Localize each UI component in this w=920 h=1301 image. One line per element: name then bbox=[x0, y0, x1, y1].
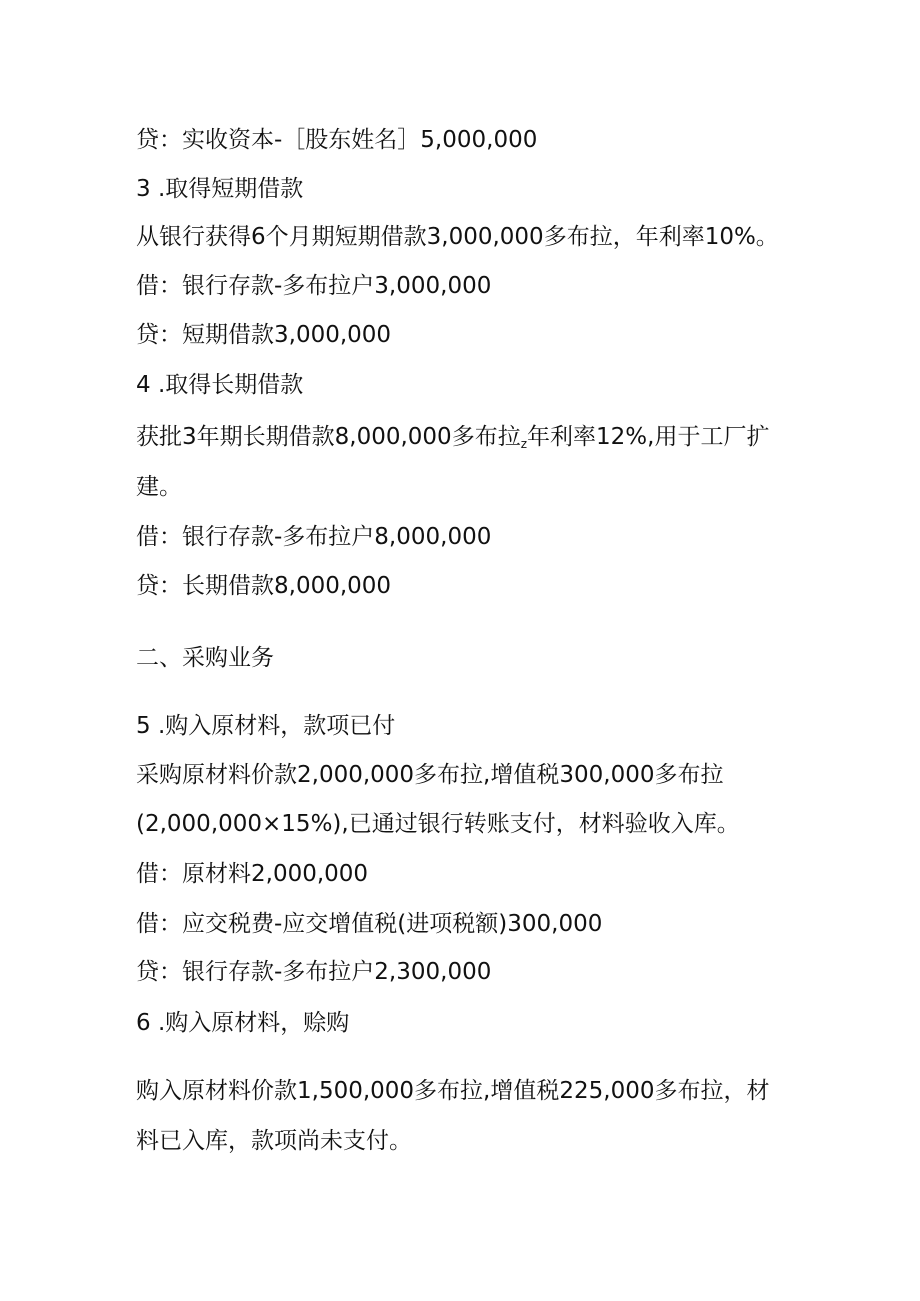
text-long-term-loan bbox=[136, 422, 769, 459]
text-purchase-paid-cont: (2,000,000×15%),已通过银行转账支付，材料验收入库。 bbox=[136, 811, 740, 837]
text-short-term-loan: 从银行获得6个月期短期借款3,000,000多布拉，年利率10%。 bbox=[136, 224, 779, 250]
text-long-term-loan-subscript: z bbox=[520, 437, 528, 451]
section-heading-purchasing: 二、采购业务 bbox=[136, 645, 274, 671]
text-purchase-paid: 采购原材料价款2,000,000多布拉,增值税300,000多布拉 bbox=[136, 762, 724, 788]
heading-purchase-credit: 6 .购入原材料，赊购 bbox=[136, 1010, 350, 1036]
text-long-term-loan-part2: 年利率12%,用于工厂扩 bbox=[527, 424, 770, 450]
heading-short-term-loan: 3 .取得短期借款 bbox=[136, 176, 304, 202]
heading-long-term-loan: 4 .取得长期借款 bbox=[136, 372, 304, 398]
entry-debit-vat: 借：应交税费-应交增值税(进项税额)300,000 bbox=[136, 911, 603, 937]
entry-debit-raw-materials: 借：原材料2,000,000 bbox=[136, 861, 369, 887]
entry-debit-bank-deposit-2: 借：银行存款-多布拉户8,000,000 bbox=[136, 524, 492, 550]
text-purchase-credit-cont: 料已入库，款项尚未支付。 bbox=[136, 1128, 412, 1154]
entry-credit-paid-in-capital: 贷：实收资本-［股东姓名］5,000,000 bbox=[136, 127, 538, 153]
text-long-term-loan-part1: 获批3年期长期借款8,000,000多布拉 bbox=[136, 424, 521, 450]
entry-credit-long-term-loan: 贷：长期借款8,000,000 bbox=[136, 573, 392, 599]
heading-purchase-paid: 5 .购入原材料，款项已付 bbox=[136, 713, 396, 739]
entry-debit-bank-deposit: 借：银行存款-多布拉户3,000,000 bbox=[136, 273, 492, 299]
entry-credit-short-term-loan: 贷：短期借款3,000,000 bbox=[136, 322, 392, 348]
entry-credit-bank-deposit: 贷：银行存款-多布拉户2,300,000 bbox=[136, 959, 492, 985]
text-purchase-credit: 购入原材料价款1,500,000多布拉,增值税225,000多布拉，材 bbox=[136, 1078, 770, 1104]
text-long-term-loan-cont: 建。 bbox=[136, 474, 182, 500]
